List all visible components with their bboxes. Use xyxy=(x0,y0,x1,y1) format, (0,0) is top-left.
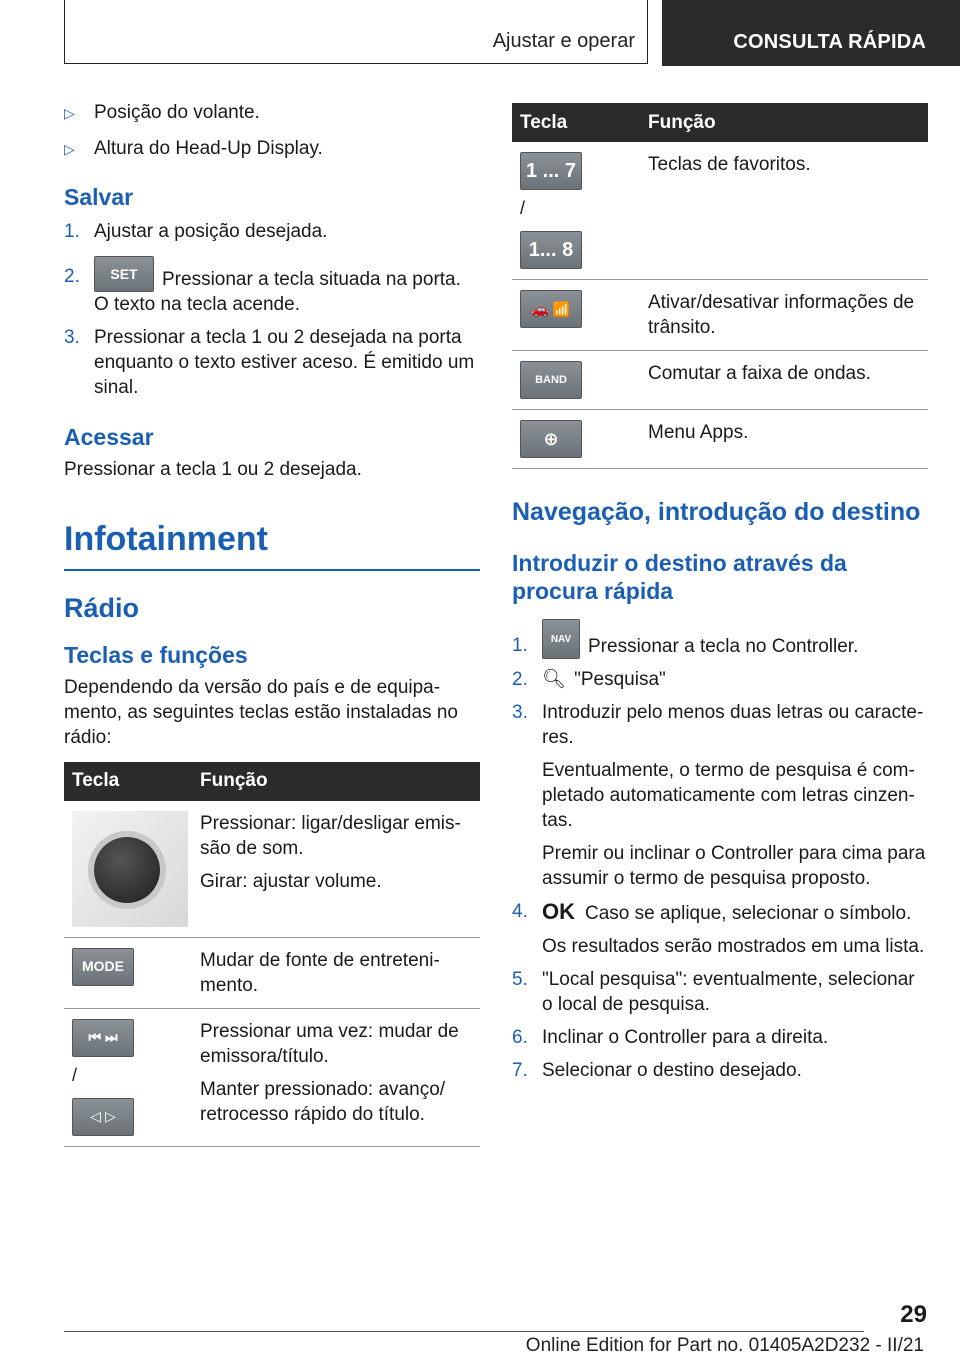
heading-teclas: Teclas e funções xyxy=(64,641,248,668)
volume-knob-image xyxy=(72,811,188,927)
table-cell-text: Pressionar uma vez: mudar de emissora/título. xyxy=(200,1020,459,1067)
table-row xyxy=(64,801,480,938)
table-cell-text: Pressionar: ligar/desligar emissão de som. xyxy=(200,812,461,859)
header-section-title: Ajustar e operar xyxy=(492,30,635,52)
triangle-bullet-icon: ▷ xyxy=(64,141,75,157)
step-number: 3. xyxy=(64,327,80,348)
table-cell-text: Menu Apps. xyxy=(640,410,928,469)
step-text: Pressionar a tecla no Controller. xyxy=(588,636,859,657)
table-row xyxy=(512,410,928,469)
heading-rule xyxy=(64,569,480,571)
step-text: Introduzir pelo menos duas letras ou caracteres. xyxy=(542,702,924,748)
col-header-key: Tecla xyxy=(512,103,640,142)
ok-symbol-icon: OK xyxy=(542,899,575,924)
step-text: Selecionar o destino desejado. xyxy=(542,1060,802,1081)
acessar-text: Pressionar a tecla 1 ou 2 desejada. xyxy=(64,459,362,480)
nav-key-icon: NAV xyxy=(542,619,580,659)
step-number: 5. xyxy=(512,969,528,990)
bullet-item xyxy=(64,100,480,126)
arrow-keys-icon: ◁ ▷ xyxy=(72,1098,134,1136)
step-text: "Local pesquisa": eventualmente, selecionar o local de pesquisa. xyxy=(542,969,915,1015)
step-item xyxy=(512,899,928,959)
heading-radio: Rádio xyxy=(64,592,140,623)
step-item xyxy=(64,325,480,400)
heading-salvar: Salvar xyxy=(64,184,134,210)
table-cell-text: Comutar a faixa de ondas. xyxy=(640,351,928,410)
apps-globe-key-icon: ⊕ xyxy=(520,420,582,458)
step-item xyxy=(512,1025,928,1050)
set-key-icon: SET xyxy=(94,256,154,292)
band-key-icon: BAND xyxy=(520,361,582,399)
table-row xyxy=(512,280,928,351)
step-number: 1. xyxy=(64,221,80,242)
skip-keys-icon: ⏮ ⏭ xyxy=(72,1019,134,1057)
mode-key-icon: MODE xyxy=(72,948,134,986)
step-text: Pressionar a tecla situada na porta. O texto na tecla acende. xyxy=(94,269,461,315)
teclas-intro: Dependendo da versão do país e de equipamento, as seguintes teclas estão instaladas no rádio: xyxy=(64,676,458,748)
table-row xyxy=(512,351,928,410)
step-number: 4. xyxy=(512,901,528,922)
step-number: 2. xyxy=(64,266,80,287)
heading-navegacao: Navegação, introdução do destino xyxy=(512,498,921,526)
step-text: Caso se aplique, selecionar o símbolo. xyxy=(585,903,912,924)
step-text: Pressionar a tecla 1 ou 2 desejada na porta enquanto o texto estiver aceso. É emitido um sinal. xyxy=(94,327,475,398)
heading-infotainment: Infotainment xyxy=(64,520,268,558)
table-cell-text: Manter pressionado: avanço/ retrocesso rápido do título. xyxy=(200,1078,446,1125)
step-number: 1. xyxy=(512,635,528,656)
col-header-key: Tecla xyxy=(64,762,192,801)
traffic-info-key-icon: 🚗 📶 xyxy=(520,290,582,328)
table-cell-text: Ativar/desativar informações de trânsito. xyxy=(640,280,928,351)
heading-procura-rapida: Introduzir o destino através da procura rápida xyxy=(512,550,847,604)
key-separator: / xyxy=(72,1064,78,1085)
table-cell-text: Teclas de favoritos. xyxy=(640,142,928,280)
step-note: Eventualmente, o termo de pesquisa é completado automaticamente com letras cinzentas. xyxy=(542,760,915,831)
page-number: 29 xyxy=(900,1301,927,1328)
footer-edition: Online Edition for Part no. 01405A2D232 - II/21 xyxy=(525,1335,924,1356)
keys-table-favorites xyxy=(512,103,928,469)
step-number: 3. xyxy=(512,702,528,723)
step-number: 2. xyxy=(512,669,528,690)
footer-rule xyxy=(64,1331,864,1332)
step-item xyxy=(64,219,480,244)
step-note: Os resultados serão mostrados em uma lista. xyxy=(542,936,925,957)
page-header xyxy=(0,0,960,66)
header-section-box xyxy=(64,0,648,64)
step-item xyxy=(512,619,928,659)
step-text: Ajustar a posição desejada. xyxy=(94,221,328,242)
key-separator: / xyxy=(520,198,526,218)
nav-steps xyxy=(512,619,928,1083)
table-cell-text: Mudar de fonte de entretenimento. xyxy=(192,937,480,1008)
step-number: 6. xyxy=(512,1027,528,1048)
step-item xyxy=(512,700,928,891)
bullet-text: Altura do Head-Up Display. xyxy=(94,138,323,159)
table-row xyxy=(64,1008,480,1146)
step-number: 7. xyxy=(512,1060,528,1081)
table-row xyxy=(64,937,480,1008)
step-item xyxy=(64,256,480,317)
bullet-item xyxy=(64,136,480,162)
step-item xyxy=(512,667,928,692)
left-column xyxy=(64,100,480,1147)
step-item xyxy=(512,967,928,1017)
heading-acessar: Acessar xyxy=(64,424,154,450)
table-cell-text: Girar: ajustar volume. xyxy=(200,870,382,892)
step-text: Inclinar o Controller para a direita. xyxy=(542,1027,829,1048)
header-chapter-title: CONSULTA RÁPIDA xyxy=(733,31,926,53)
header-chapter-box xyxy=(662,0,960,66)
step-item xyxy=(512,1058,928,1083)
col-header-func: Função xyxy=(640,103,928,142)
triangle-bullet-icon: ▷ xyxy=(64,105,75,121)
table-header-row xyxy=(64,762,480,801)
step-note: Premir ou inclinar o Controller para cima para assumir o termo de pesquisa proposto. xyxy=(542,843,926,889)
col-header-func: Função xyxy=(192,762,480,801)
bullet-text: Posição do volante. xyxy=(94,102,260,123)
keys-table-radio xyxy=(64,762,480,1147)
step-text: "Pesquisa" xyxy=(574,669,666,690)
table-row xyxy=(512,142,928,280)
search-icon: 🔍︎ xyxy=(542,669,567,690)
right-column xyxy=(512,103,928,1091)
favorites-keys-1-7-icon: 1 ... 7 xyxy=(520,152,582,190)
favorites-keys-1-8-icon: 1... 8 xyxy=(520,231,582,269)
table-header-row xyxy=(512,103,928,142)
